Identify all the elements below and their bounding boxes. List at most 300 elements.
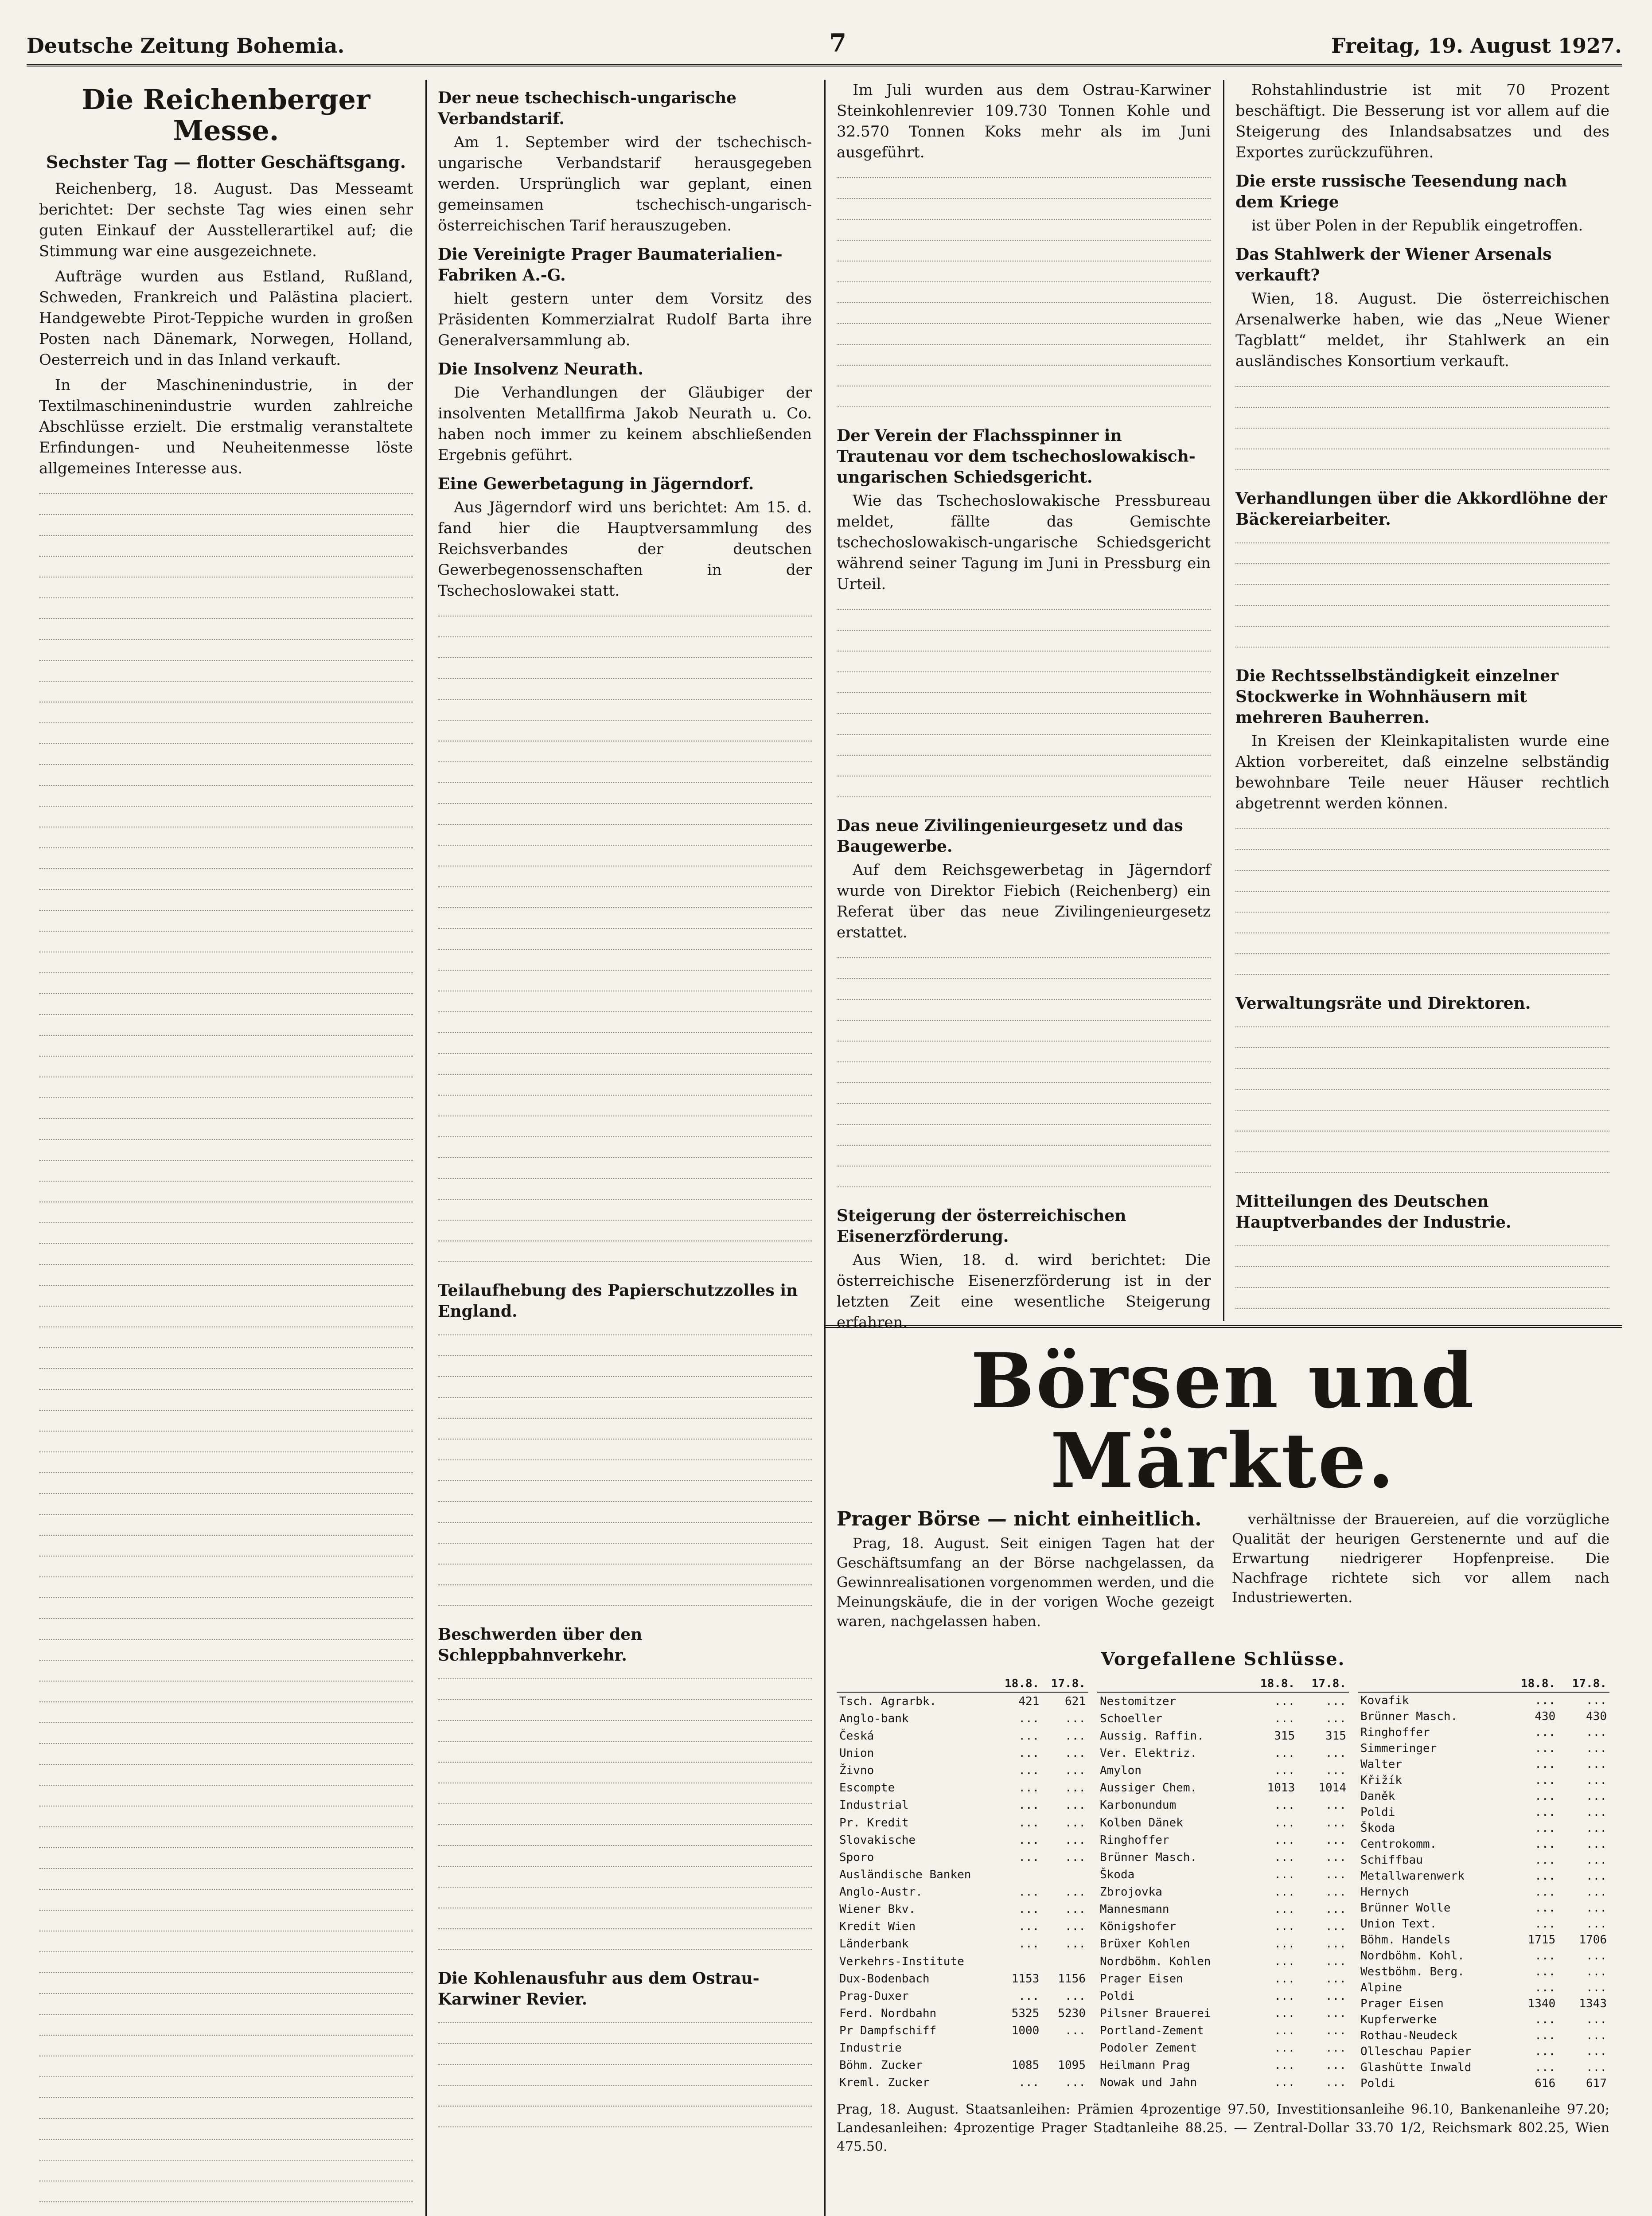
market-title: Börsen und Märkte. bbox=[970, 1337, 1476, 1505]
section-paragraph: Wie das Tschechoslowakische Pressbureau meldet, fällte das Gemischte tschechoslowakisch-ungarische Schiedsgericht während seiner Tagung im Juni in Pressburg ein Urteil. bbox=[837, 492, 1211, 593]
quote-cell: Ringhoffer bbox=[1360, 1726, 1430, 1739]
quote-cell: Sporo bbox=[839, 1850, 874, 1864]
section-heading: Verwaltungsräte und Direktoren. bbox=[1235, 994, 1531, 1013]
column-3 bbox=[824, 80, 1223, 1331]
quote-row bbox=[837, 1762, 1088, 1779]
quote-cell: ... bbox=[1065, 1712, 1086, 1725]
column-2 bbox=[425, 80, 824, 2216]
quote-cell: 315 bbox=[1274, 1729, 1295, 1743]
quote-row bbox=[1358, 1724, 1609, 1740]
quote-row bbox=[1358, 1836, 1609, 1852]
quote-row bbox=[1358, 2044, 1609, 2060]
quote-cell: ... bbox=[1274, 1833, 1295, 1847]
quote-cell: Simmeringer bbox=[1360, 1742, 1437, 1755]
quote-cell: ... bbox=[1325, 2059, 1346, 2072]
quote-cell: ... bbox=[1065, 1833, 1086, 1847]
section-paragraph: hielt gestern unter dem Vorsitz des Präsidenten Kommerzialrat Rudolf Barta ihre Generalversammlung ab. bbox=[438, 290, 812, 349]
quote-row bbox=[1097, 1814, 1349, 1831]
quote-cell: ... bbox=[1535, 1869, 1556, 1883]
quote-row bbox=[1097, 1762, 1349, 1779]
section-heading: Das neue Zivilingenieurgesetz und das Baugewerbe. bbox=[837, 816, 1183, 856]
quote-row bbox=[1097, 1918, 1349, 1935]
quote-row bbox=[1097, 1744, 1349, 1762]
quote-row bbox=[1097, 1692, 1349, 1710]
body-text-lines bbox=[837, 948, 1211, 1198]
body-text-lines bbox=[1235, 533, 1609, 658]
quote-cell: ... bbox=[1274, 1955, 1295, 1968]
quote-cell: ... bbox=[1018, 1764, 1040, 1778]
quote-row bbox=[1358, 1996, 1609, 2012]
quote-row bbox=[1358, 1740, 1609, 1756]
market-subtitle: Prager Börse — nicht einheitlich. bbox=[837, 1508, 1202, 1530]
quote-cell: ... bbox=[1065, 1747, 1086, 1760]
quote-row bbox=[837, 2057, 1088, 2074]
quote-row bbox=[1358, 1964, 1609, 1980]
quote-cell: ... bbox=[1065, 2024, 1086, 2038]
quote-cell: ... bbox=[1586, 1869, 1607, 1883]
quote-cell: ... bbox=[1274, 1885, 1295, 1899]
quote-cell: ... bbox=[1274, 1712, 1295, 1725]
quote-cell: ... bbox=[1274, 1850, 1295, 1864]
quote-row bbox=[1097, 2074, 1349, 2091]
quote-cell: ... bbox=[1586, 1742, 1607, 1755]
quote-row bbox=[1097, 1866, 1349, 1883]
page-number: 7 bbox=[829, 28, 847, 58]
quote-cell: ... bbox=[1274, 2059, 1295, 2072]
section-heading: Beschwerden über den Schleppbahnverkehr. bbox=[438, 1625, 643, 1665]
quote-cell: ... bbox=[1325, 1850, 1346, 1864]
quote-cell: ... bbox=[1065, 1989, 1086, 2003]
quote-cell: Karbonundum bbox=[1100, 1799, 1177, 1812]
quote-row bbox=[837, 1866, 1088, 1883]
section-paragraph: Auf dem Reichsgewerbetag in Jägerndorf wurde von Direktor Fiebich (Reichenberg) ein Referat über das neue Zivilingenieurgesetz erstattet. bbox=[837, 861, 1211, 941]
quote-cell: ... bbox=[1535, 2061, 1556, 2074]
quote-cell: ... bbox=[1535, 1949, 1556, 1962]
quote-row bbox=[1097, 1727, 1349, 1744]
body-text-lines bbox=[1235, 376, 1609, 480]
quote-cell: ... bbox=[1274, 1747, 1295, 1760]
quote-cell: Glashütte Inwald bbox=[1360, 2061, 1472, 2074]
quote-row bbox=[1358, 2060, 1609, 2076]
quote-cell: 621 bbox=[1065, 1694, 1086, 1708]
quote-cell: ... bbox=[1065, 2076, 1086, 2090]
quote-cell: ... bbox=[1018, 1903, 1040, 1916]
body-text-lines bbox=[39, 484, 413, 2216]
quote-cell: Ver. Elektriz. bbox=[1100, 1747, 1197, 1760]
column-4 bbox=[1223, 80, 1622, 1321]
section-paragraph: Aus Jägerndorf wird uns berichtet: Am 15. d. fand hier die Hauptversammlung des Reichsverbandes der deutschen Gewerbegenossenschaften in der Tschechoslowakei statt. bbox=[438, 499, 812, 600]
quote-cell: ... bbox=[1535, 1726, 1556, 1739]
quote-cell: ... bbox=[1274, 1799, 1295, 1812]
quote-cell: 5230 bbox=[1058, 2006, 1086, 2020]
quote-row bbox=[1358, 1692, 1609, 1709]
quote-cell: ... bbox=[1535, 1742, 1556, 1755]
section-paragraph: Im Juli wurden aus dem Ostrau-Karwiner Steinkohlenrevier 109.730 Tonnen Kohle und 32.570 Tonnen Koks mehr als im Juni ausgeführt. bbox=[837, 81, 1211, 161]
newspaper-page bbox=[27, 18, 1622, 2216]
body-text-lines bbox=[438, 1669, 812, 1960]
quote-cell: ... bbox=[1325, 2006, 1346, 2020]
quote-cell: ... bbox=[1325, 1694, 1346, 1708]
quote-cell: ... bbox=[1586, 1806, 1607, 1819]
quote-row bbox=[1097, 1970, 1349, 1987]
section-paragraph: Am 1. September wird der tschechisch-ungarische Verbandstarif herausgegeben werden. Ursprünglich war geplant, einen gemeinsamen tschechisch-ungarisch-österreichischen Tarif herauszugeben. bbox=[438, 133, 812, 234]
section-heading: Verhandlungen über die Akkordlöhne der Bäckereiarbeiter. bbox=[1235, 489, 1607, 529]
quote-cell: Brünner Masch. bbox=[1360, 1710, 1458, 1723]
quote-cell: ... bbox=[1274, 1989, 1295, 2003]
quote-row bbox=[837, 1797, 1088, 1814]
section-heading: Die Vereinigte Prager Baumaterialien-Fabriken A.-G. bbox=[438, 245, 783, 285]
quote-cell: Nestomitzer bbox=[1100, 1694, 1177, 1708]
quote-cell: ... bbox=[1586, 1822, 1607, 1835]
quote-cell: ... bbox=[1325, 1764, 1346, 1778]
body-text-lines bbox=[837, 599, 1211, 808]
quote-cell: ... bbox=[1274, 1903, 1295, 1916]
quote-cell: ... bbox=[1325, 1972, 1346, 1986]
page-header bbox=[27, 18, 1622, 66]
quote-cell: Zbrojovka bbox=[1100, 1885, 1162, 1899]
body-text-lines bbox=[1235, 819, 1609, 985]
quote-cell: Kreml. Zucker bbox=[839, 2076, 930, 2090]
quote-cell: Hernych bbox=[1360, 1885, 1409, 1899]
quote-cell: Böhm. Handels bbox=[1360, 1933, 1451, 1947]
quote-cell: Böhm. Zucker bbox=[839, 2059, 923, 2072]
quote-cell: Brünner Masch. bbox=[1100, 1850, 1197, 1864]
quote-cell bbox=[1042, 2040, 1088, 2057]
quote-cell: ... bbox=[1535, 1917, 1556, 1931]
quote-cell: ... bbox=[1586, 1758, 1607, 1771]
quote-cell: Prag-Duxer bbox=[839, 1989, 909, 2003]
quote-cell: ... bbox=[1274, 1816, 1295, 1830]
quote-cell bbox=[996, 2040, 1042, 2057]
quote-cell: Portland-Zement bbox=[1100, 2024, 1204, 2038]
quote-row bbox=[1358, 1772, 1609, 1788]
market-text bbox=[837, 1510, 1609, 1635]
quote-cell: ... bbox=[1018, 1747, 1040, 1760]
quote-row bbox=[837, 2040, 1088, 2057]
quote-row bbox=[1358, 1820, 1609, 1836]
quote-row bbox=[837, 2022, 1088, 2039]
section-paragraph: Aus Wien, 18. d. wird berichtet: Die österreichische Eisenerzförderung ist in der letzten Zeit eine wesentliche Steigerung erfahren. bbox=[837, 1251, 1211, 1331]
quote-row bbox=[1097, 1831, 1349, 1849]
quote-cell: 1153 bbox=[1011, 1972, 1040, 1986]
quote-cell: 1706 bbox=[1579, 1933, 1607, 1947]
quote-cell: ... bbox=[1535, 1981, 1556, 1994]
quote-cell: Schiffbau bbox=[1360, 1853, 1423, 1867]
quote-cell: Pr. Kredit bbox=[839, 1816, 909, 1830]
quote-cell: ... bbox=[1586, 2029, 1607, 2042]
quote-cell: ... bbox=[1325, 1868, 1346, 1881]
quote-cell: ... bbox=[1274, 2076, 1295, 2090]
quote-cell: ... bbox=[1274, 2041, 1295, 2055]
quote-cell: Heilmann Prag bbox=[1100, 2059, 1190, 2072]
quote-cell: ... bbox=[1586, 1694, 1607, 1707]
section-heading: Teilaufhebung des Papierschutzzolles in England. bbox=[438, 1281, 798, 1321]
quote-row bbox=[837, 1987, 1088, 2005]
quote-cell: Kredit Wien bbox=[839, 1920, 916, 1934]
quote-cell: ... bbox=[1325, 2024, 1346, 2038]
section-heading: Die Rechtsselbständigkeit einzelner Stockwerke in Wohnhäusern mit mehreren Bauherren. bbox=[1235, 667, 1559, 727]
issue-date: Freitag, 19. August 1927. bbox=[1331, 34, 1622, 58]
quote-cell: ... bbox=[1325, 1937, 1346, 1951]
quotes-title: Vorgefallene Schlüsse. bbox=[1101, 1649, 1345, 1670]
quotes-table-3: 18.8. 17.8. Kovafik ... ... Brünner Masch. 430 430 Ringhoffer ... ... Simmeringer ... ... Walter ... ... Křižík ... ... Daněk ... ... Poldi ... ... Škoda ... ... Centrokomm. ... ... Schiffbau ... ... Metallwarenwerk ... ... Hernych ... ... Brünner Wolle ... ... Union Text. ... ... Böhm. Handels 1715 1706 Nordböhm. Kohl. ... ... Westböhm. Berg. ... ... Alpine ... ... Prager Eisen 1340 1343 Kupferwerke ... ... Rothau-Neudeck ... ... Olleschau Papier ... ... Glashütte Inwald ... ... Poldi 616 617 bbox=[1358, 1676, 1609, 2091]
quote-cell: ... bbox=[1586, 1965, 1607, 1978]
quote-cell: Kupferwerke bbox=[1360, 2013, 1437, 2026]
quote-cell: Schoeller bbox=[1100, 1712, 1162, 1725]
quote-cell: ... bbox=[1535, 1774, 1556, 1787]
quote-cell: ... bbox=[1274, 1694, 1295, 1708]
quote-cell: ... bbox=[1274, 1972, 1295, 1986]
quote-row bbox=[1358, 2012, 1609, 2028]
quote-cell: ... bbox=[1325, 1747, 1346, 1760]
article-paragraph: Reichenberg, 18. August. Das Messeamt berichtet: Der sechste Tag wies einen sehr guten Einkauf der Ausstellerartikel auf; die Stimmung war eine ausgezeichnete. bbox=[39, 180, 413, 260]
quote-cell: ... bbox=[1065, 1937, 1086, 1951]
quote-cell: ... bbox=[1586, 1885, 1607, 1899]
quote-cell: Brüxer Kohlen bbox=[1100, 1937, 1190, 1951]
quote-cell: ... bbox=[1018, 1850, 1040, 1864]
quote-cell: ... bbox=[1018, 2076, 1040, 2090]
section-heading: Die erste russische Teesendung nach dem Kriege bbox=[1235, 172, 1567, 211]
quote-cell: 616 bbox=[1535, 2077, 1556, 2090]
market-paragraph: verhältnisse der Brauereien, auf die vorzügliche Qualität der heurigen Gerstenernte und auf die Erwartung niedrigerer Hopfenpreise. Die Nachfrage richtete sich vor allem nach Industriewerten. bbox=[1232, 1511, 1609, 1606]
quote-cell: ... bbox=[1535, 2029, 1556, 2042]
quotes-tables bbox=[837, 1676, 1609, 2091]
quote-cell: ... bbox=[1325, 1833, 1346, 1847]
section-heading: Mitteilungen des Deutschen Hauptverbandes der Industrie. bbox=[1235, 1192, 1512, 1232]
quote-cell: ... bbox=[1325, 1920, 1346, 1934]
quote-cell: Kovafik bbox=[1360, 1694, 1409, 1707]
quote-cell: Westböhm. Berg. bbox=[1360, 1965, 1465, 1978]
quote-cell: ... bbox=[1065, 1903, 1086, 1916]
quote-row bbox=[1097, 2022, 1349, 2039]
quote-cell: ... bbox=[1065, 1850, 1086, 1864]
quote-cell: ... bbox=[1065, 1816, 1086, 1830]
quote-cell: Olleschau Papier bbox=[1360, 2045, 1472, 2058]
quote-cell bbox=[1042, 1866, 1088, 1883]
quote-cell: ... bbox=[1018, 1799, 1040, 1812]
section-heading: Steigerung der österreichischen Eisenerzförderung. bbox=[837, 1206, 1126, 1246]
quote-cell: ... bbox=[1586, 1853, 1607, 1867]
quote-cell: 1013 bbox=[1267, 1781, 1295, 1795]
quote-cell: ... bbox=[1535, 1901, 1556, 1915]
quote-row bbox=[1097, 1883, 1349, 1900]
quote-row bbox=[837, 1744, 1088, 1762]
quote-cell: Ringhoffer bbox=[1100, 1833, 1169, 1847]
article-title: Die Reichenberger Messe. bbox=[82, 83, 370, 147]
quote-cell: Industrial bbox=[839, 1799, 909, 1812]
quote-cell: ... bbox=[1274, 1937, 1295, 1951]
quote-cell: Křižík bbox=[1360, 1774, 1402, 1787]
quote-cell: 1095 bbox=[1058, 2059, 1086, 2072]
section-heading: Die Kohlenausfuhr aus dem Ostrau-Karwiner Revier. bbox=[438, 1969, 760, 2009]
body-text-lines bbox=[1235, 1236, 1609, 1319]
quote-cell: ... bbox=[1535, 1790, 1556, 1803]
quote-row bbox=[837, 1970, 1088, 1987]
quote-cell: 421 bbox=[1018, 1694, 1040, 1708]
quote-row bbox=[837, 1953, 1088, 1970]
quote-cell: 1340 bbox=[1527, 1997, 1556, 2010]
quote-cell: Nordböhm. Kohl. bbox=[1360, 1949, 1465, 1962]
quote-cell: Podoler Zement bbox=[1100, 2041, 1197, 2055]
article-subtitle: Sechster Tag — flotter Geschäftsgang. bbox=[46, 152, 406, 172]
quote-cell: ... bbox=[1274, 1920, 1295, 1934]
quote-row bbox=[837, 1918, 1088, 1935]
quote-cell: ... bbox=[1065, 1799, 1086, 1812]
quote-cell: ... bbox=[1325, 1903, 1346, 1916]
quote-cell: Walter bbox=[1360, 1758, 1402, 1771]
quote-cell: Aussiger Chem. bbox=[1100, 1781, 1197, 1795]
quote-cell: ... bbox=[1325, 1712, 1346, 1725]
quote-cell: ... bbox=[1586, 1901, 1607, 1915]
quote-cell: ... bbox=[1535, 2013, 1556, 2026]
quote-row bbox=[1097, 2040, 1349, 2057]
quote-cell: ... bbox=[1325, 2076, 1346, 2090]
article-paragraph: In der Maschinenindustrie, in der Textilmaschinenindustrie wurden zahlreiche Abschlüsse erzielt. Die erstmalig veranstaltete Erfindungen- und Neuheitenmesse löste allgemeines Interesse aus. bbox=[39, 376, 413, 477]
quote-row bbox=[837, 1901, 1088, 1918]
quote-cell: Kolben Dänek bbox=[1100, 1816, 1183, 1830]
quote-cell: ... bbox=[1586, 1838, 1607, 1851]
quote-row bbox=[1358, 2028, 1609, 2044]
quote-row bbox=[1358, 1980, 1609, 1996]
quote-row bbox=[1358, 1868, 1609, 1884]
section-paragraph: ist über Polen in der Republik eingetroffen. bbox=[1251, 217, 1583, 234]
quote-cell: 1156 bbox=[1058, 1972, 1086, 1986]
quote-cell: ... bbox=[1535, 1758, 1556, 1771]
quote-row bbox=[1358, 1756, 1609, 1772]
quote-cell: Anglo-Austr. bbox=[839, 1885, 923, 1899]
quote-cell: Metallwarenwerk bbox=[1360, 1869, 1465, 1883]
quote-cell: Union bbox=[839, 1747, 874, 1760]
quote-cell: ... bbox=[1586, 1949, 1607, 1962]
quote-cell: ... bbox=[1325, 1799, 1346, 1812]
quote-cell: Pilsner Brauerei bbox=[1100, 2006, 1211, 2020]
quote-cell: 430 bbox=[1586, 1710, 1607, 1723]
quote-cell: ... bbox=[1325, 1955, 1346, 1968]
quote-cell: ... bbox=[1586, 1981, 1607, 1994]
quote-cell: Mannesmann bbox=[1100, 1903, 1169, 1916]
quote-row bbox=[1358, 1852, 1609, 1868]
quote-cell: ... bbox=[1535, 1853, 1556, 1867]
quote-cell: 1343 bbox=[1579, 1997, 1607, 2010]
quote-row bbox=[837, 1727, 1088, 1744]
quote-cell: Prager Eisen bbox=[1360, 1997, 1444, 2010]
quote-cell: ... bbox=[1535, 1806, 1556, 1819]
quotes-table-1: 18.8. 17.8. Tsch. Agrarbk. 421 621 Anglo-bank ... ... Česká ... ... Union ... ... Živno ... ... Escompte ... ... Industrial ... ... Pr. Kredit ... ... Slovakische ... ... Sporo ... ... Ausländische Banken Anglo-Austr. ... ... Wiener Bkv. ... ... Kredit Wien ... ... Länderbank ... ... Verkehrs-Institute Dux-Bodenbach 1153 1156 Prag-Duxer ... ... Ferd. Nordbahn 5325 5230 Pr Dampfschiff 1000 ... Industrie Böhm. Zucker 1085 1095 Kreml. Zucker ... ... bbox=[837, 1676, 1088, 2091]
quote-cell: ... bbox=[1018, 1781, 1040, 1795]
quote-cell: Poldi bbox=[1360, 1806, 1395, 1819]
article-paragraph: Aufträge wurden aus Estland, Rußland, Schweden, Frankreich und Palästina placiert. Handgewebte Pirot-Teppiche wurden in großen Posten nach Dänemark, Norwegen, Holland, Oesterreich und in das Inland verkauft. bbox=[39, 268, 413, 369]
quote-cell: 1000 bbox=[1011, 2024, 1040, 2038]
quote-cell: Escompte bbox=[839, 1781, 895, 1795]
quote-cell: ... bbox=[1018, 1833, 1040, 1847]
quote-row bbox=[837, 1831, 1088, 1849]
quote-cell: Ausländische Banken bbox=[839, 1868, 971, 1881]
quote-cell: ... bbox=[1018, 1937, 1040, 1951]
quote-cell: ... bbox=[1325, 1885, 1346, 1899]
quote-cell: ... bbox=[1274, 2024, 1295, 2038]
quote-row bbox=[1097, 2005, 1349, 2022]
section-heading: Der neue tschechisch-ungarische Verbandstarif. bbox=[438, 89, 737, 128]
quote-row bbox=[1358, 1916, 1609, 1932]
quote-row bbox=[1097, 1901, 1349, 1918]
quote-row bbox=[1358, 1788, 1609, 1804]
section-heading: Das Stahlwerk der Wiener Arsenals verkauft? bbox=[1235, 245, 1552, 285]
section-paragraph: In Kreisen der Kleinkapitalisten wurde eine Aktion vorbereitet, daß einzelne selbständig bewohnbare Teile neuer Häuser rechtlich abgetrennt werden können. bbox=[1235, 732, 1609, 812]
quote-cell: ... bbox=[1065, 1781, 1086, 1795]
quote-row bbox=[1358, 1948, 1609, 1964]
quote-cell bbox=[1042, 1953, 1088, 1970]
quote-cell: ... bbox=[1065, 1920, 1086, 1934]
quote-cell: Poldi bbox=[1100, 1989, 1135, 2003]
quote-cell: Länderbank bbox=[839, 1937, 909, 1951]
quote-cell: ... bbox=[1274, 1764, 1295, 1778]
quote-row bbox=[1358, 1932, 1609, 1948]
section-paragraph: Wien, 18. August. Die österreichischen Arsenalwerke haben, wie das „Neue Wiener Tagblatt“ meldet, ihr Stahlwerk an ein ausländisches Konsortium verkauft. bbox=[1235, 290, 1609, 370]
body-text-lines bbox=[438, 606, 812, 1272]
quote-cell: ... bbox=[1535, 1965, 1556, 1978]
quote-row bbox=[837, 1935, 1088, 1953]
quote-row bbox=[1097, 1935, 1349, 1953]
section-paragraph: Die Verhandlungen der Gläubiger der insolventen Metallfirma Jakob Neurath u. Co. haben noch immer zu keinem abschließenden Ergebnis geführt. bbox=[438, 384, 812, 464]
body-text-lines bbox=[1235, 1017, 1609, 1183]
quote-cell: ... bbox=[1018, 1989, 1040, 2003]
quote-row bbox=[837, 1883, 1088, 1900]
quote-cell: Amylon bbox=[1100, 1764, 1142, 1778]
quote-cell bbox=[996, 1953, 1042, 1970]
quote-cell: 617 bbox=[1586, 2077, 1607, 2090]
quote-cell: Nowak und Jahn bbox=[1100, 2076, 1197, 2090]
quote-cell: ... bbox=[1065, 1885, 1086, 1899]
quote-cell: ... bbox=[1586, 1790, 1607, 1803]
quote-row bbox=[837, 1692, 1088, 1710]
quote-cell: ... bbox=[1535, 1822, 1556, 1835]
newspaper-name: Deutsche Zeitung Bohemia. bbox=[27, 34, 345, 58]
quote-cell: Prager Eisen bbox=[1100, 1972, 1183, 1986]
market-paragraph: Prag, 18. August. Seit einigen Tagen hat der Geschäftsumfang an der Börse nachgelassen, da Gewinnrealisationen vorgenommen werden, und die Meinungskäufe, die in der vorigen Woche gezeigt waren, nachgelassen haben. bbox=[837, 1535, 1214, 1630]
quote-cell: Pr Dampfschiff bbox=[839, 2024, 937, 2038]
quote-row bbox=[1097, 2057, 1349, 2074]
quote-cell: Dux-Bodenbach bbox=[839, 1972, 930, 1986]
quote-cell: Škoda bbox=[1100, 1868, 1135, 1881]
quote-cell: Poldi bbox=[1360, 2077, 1395, 2090]
quote-cell: ... bbox=[1535, 1838, 1556, 1851]
quote-cell: Brünner Wolle bbox=[1360, 1901, 1451, 1915]
section-heading: Der Verein der Flachsspinner in Trautenau vor dem tschechoslowakisch-ungarischen Schiedsgericht. bbox=[837, 426, 1196, 487]
quote-cell: Tsch. Agrarbk. bbox=[839, 1694, 937, 1708]
quote-cell: ... bbox=[1274, 1868, 1295, 1881]
quote-row bbox=[1097, 1987, 1349, 2005]
quote-row bbox=[1097, 1797, 1349, 1814]
quote-cell: ... bbox=[1325, 1816, 1346, 1830]
quote-row bbox=[837, 1849, 1088, 1866]
quote-row bbox=[1097, 1710, 1349, 1727]
quote-row bbox=[1358, 2076, 1609, 2091]
body-text-lines bbox=[438, 1325, 812, 1616]
quote-cell: Živno bbox=[839, 1764, 874, 1778]
quote-cell: 1085 bbox=[1011, 2059, 1040, 2072]
quote-cell: Centrokomm. bbox=[1360, 1838, 1437, 1851]
column-1 bbox=[27, 80, 425, 2216]
quote-cell: ... bbox=[1274, 2006, 1295, 2020]
quote-cell: ... bbox=[1535, 1885, 1556, 1899]
quote-cell: ... bbox=[1535, 2045, 1556, 2058]
market-notes: Prag, 18. August. Staatsanleihen: Prämien 4prozentige 97.50, Investitionsanleihe 96.10, Bankenanleihe 97.20; Landesanleihen: 4prozentige Prager Stadtanleihe 88.25. — Zentral-Dollar 33.70 1/2, Reichsmark 802.25, Wien 475.50. bbox=[837, 2102, 1609, 2154]
body-text-lines bbox=[837, 168, 1211, 417]
quote-cell: ... bbox=[1586, 2061, 1607, 2074]
quote-cell: ... bbox=[1586, 2013, 1607, 2026]
quote-cell: ... bbox=[1325, 1989, 1346, 2003]
quote-cell: 5325 bbox=[1011, 2006, 1040, 2020]
